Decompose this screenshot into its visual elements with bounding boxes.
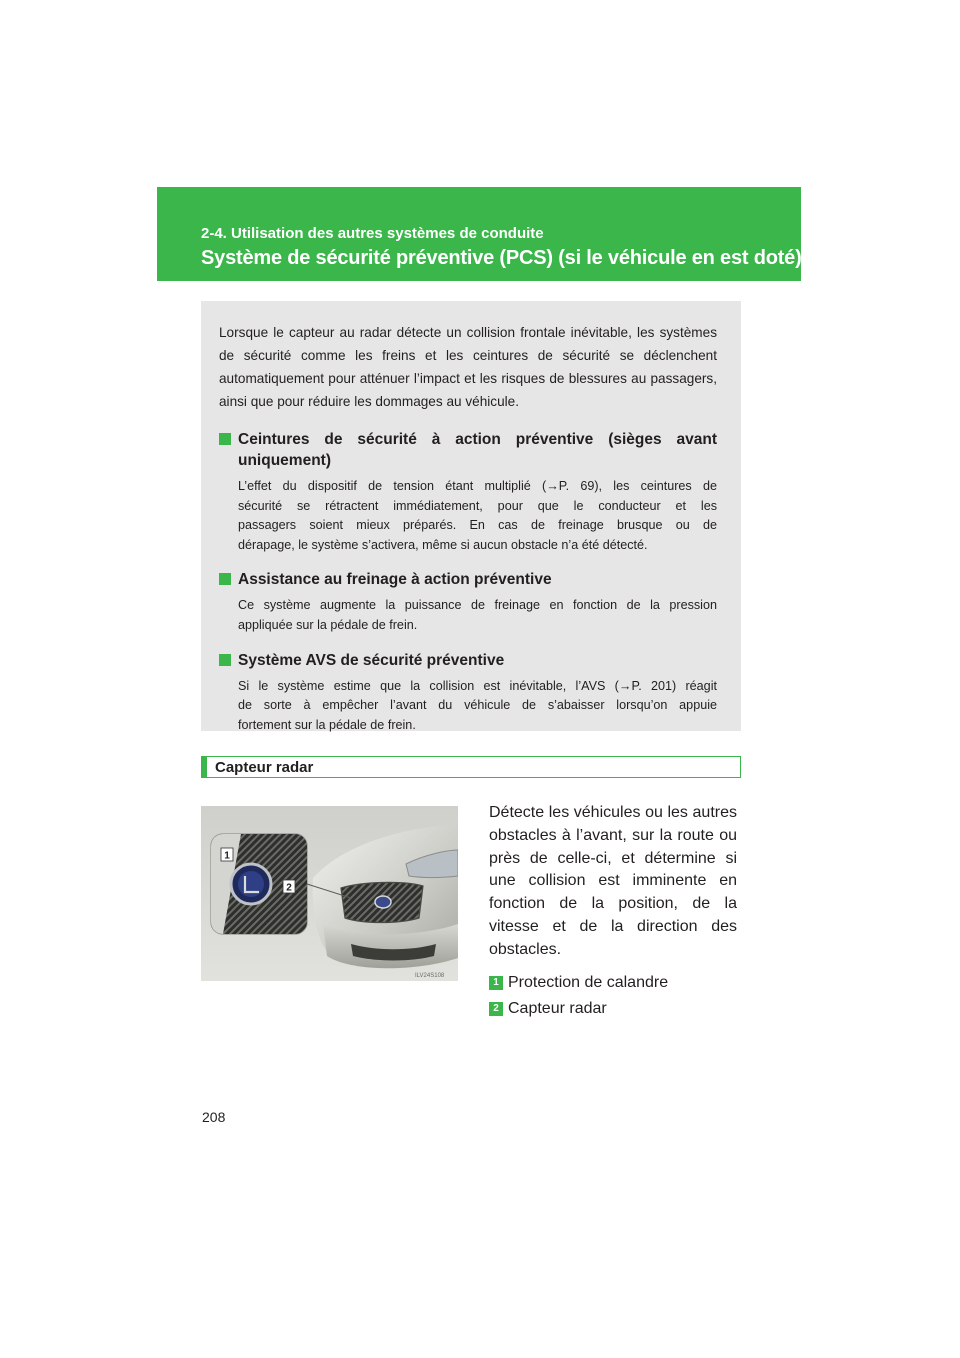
legend-item [489, 970, 739, 996]
feature-preventive-seatbelts [219, 429, 717, 555]
square-bullet-icon [219, 654, 231, 666]
number-2-icon: 2 [489, 1002, 503, 1016]
description-line: passagers soient mieux préparés. En cas de freinage brusque ou de [238, 518, 717, 533]
description-line: Ce système augmente la puissance de freinage en fonction de la pression [238, 598, 717, 613]
callout-1-label: 1 [224, 850, 230, 862]
legend-label: Capteur radar [508, 1000, 607, 1017]
feature-title: Système AVS de sécurité préventive [238, 651, 505, 669]
radar-sensor-illustration [201, 806, 458, 981]
section-heading: Capteur radar [215, 758, 314, 776]
description-line: L’effet du dispositif de tension étant multiplié (→P. 69), les ceintures de [238, 479, 717, 493]
number-1-icon: 1 [489, 976, 503, 990]
section-label: 2-4. Utilisation des autres systèmes de conduite [201, 225, 544, 242]
heading-accent-bar [201, 756, 207, 778]
feature-description [238, 677, 717, 736]
feature-brake-assist [219, 569, 717, 635]
square-bullet-icon [219, 573, 231, 585]
radar-description: Détecte les véhicules ou les autres obstacles à l’avant, sur la route ou près de celle-ci, et détermine si une collision est imminente en fonction de la position, de la vitesse et de la direction des obstacles. [489, 804, 737, 958]
feature-title: Ceintures de sécurité à action préventive (sièges avant uniquement) [238, 431, 717, 469]
description-line: dérapage, le système s’activera, même si aucun obstacle n’a été détecté. [238, 537, 648, 552]
description-line: appliquée sur la pédale de frein. [238, 617, 418, 632]
feature-title: Assistance au freinage à action préventive [238, 571, 552, 589]
callout-2-label: 2 [286, 882, 292, 894]
page-title: Système de sécurité préventive (PCS) (si le véhicule en est doté) [201, 247, 802, 269]
square-bullet-icon [219, 433, 231, 445]
legend-item [489, 996, 739, 1022]
description-line: de sorte à empêcher l’avant du véhicule de s’abaisser lorsqu’on appuie [238, 698, 717, 713]
radar-section-heading [201, 756, 741, 778]
description-line: sécurité se rétractent immédiatement, pour que le conducteur et les [238, 498, 717, 513]
legend-label: Protection de calandre [508, 974, 669, 991]
page-number: 208 [202, 1109, 226, 1125]
car-front-illustration [201, 806, 458, 981]
summary-box [201, 301, 741, 731]
feature-description [238, 477, 717, 555]
figure-legend [489, 970, 739, 1022]
description-line: Si le système estime que la collision est inévitable, l’AVS (→P. 201) réagit [238, 678, 717, 693]
chapter-header [157, 187, 801, 281]
feature-description [238, 596, 717, 635]
description-line: fortement sur la pédale de frein. [238, 717, 416, 732]
feature-avs [219, 650, 717, 736]
intro-paragraph: Lorsque le capteur au radar détecte un collision frontale inévitable, les systèmes de sécurité comme les freins et les ceintures de sécurité se déclenchent automatiquement pour atténuer l’impact et les risques de blessures au passagers, ainsi que pour réduire les dommages au véhicule. [219, 325, 717, 409]
figure-code: ILV24S108 [415, 973, 445, 979]
